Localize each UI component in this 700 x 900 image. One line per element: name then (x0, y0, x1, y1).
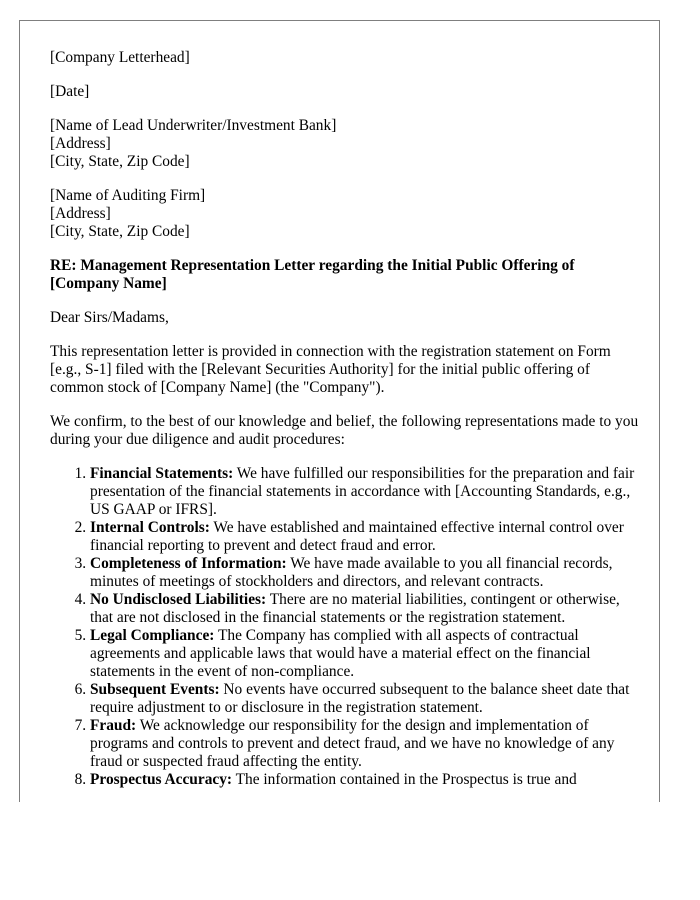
item-text: The information contained in the Prospectus is true and (232, 771, 577, 788)
list-item (90, 717, 640, 771)
item-text: The Company has complied with all aspects of contractual agreements and applicable laws that would have a material effect on the financial statements in the event of non-compliance. (90, 627, 591, 680)
auditor-address: [Address] (50, 205, 111, 222)
salutation-block (50, 309, 640, 327)
auditor-name: [Name of Auditing Firm] (50, 187, 206, 204)
list-item (90, 519, 640, 555)
auditor-address-block (50, 187, 640, 241)
subject-line: RE: Management Representation Letter regarding the Initial Public Offering of [Company Name] (50, 257, 575, 292)
list-item (90, 555, 640, 591)
item-text: We have fulfilled our responsibilities for the preparation and fair presentation of the financial statements in accordance with [Accounting Standards, e.g., US GAAP or IFRS]. (90, 465, 635, 518)
confirm-paragraph: We confirm, to the best of our knowledge and belief, the following representations made to you during your due diligence and audit procedures: (50, 413, 639, 448)
item-text: We acknowledge our responsibility for the design and implementation of programs and controls to prevent and detect fraud, and we have no knowledge of any fraud or suspected fraud affecting the entity. (90, 717, 615, 770)
auditor-city: [City, State, Zip Code] (50, 223, 190, 240)
letterhead: [Company Letterhead] (50, 49, 190, 66)
item-term: Subsequent Events: (90, 681, 220, 698)
letterhead-block (50, 49, 640, 67)
underwriter-address-block (50, 117, 640, 171)
item-term: Prospectus Accuracy: (90, 771, 233, 788)
letter-page (19, 20, 660, 802)
representations-list (50, 465, 640, 789)
item-term: Legal Compliance: (90, 627, 215, 644)
letter-content (50, 49, 640, 789)
list-item (90, 771, 640, 789)
item-term: Completeness of Information: (90, 555, 287, 572)
underwriter-city: [City, State, Zip Code] (50, 153, 190, 170)
item-term: No Undisclosed Liabilities: (90, 591, 267, 608)
salutation: Dear Sirs/Madams, (50, 309, 169, 326)
item-text: We have established and maintained effective internal control over financial reporting to prevent and detect fraud and error. (90, 519, 624, 554)
list-item (90, 591, 640, 627)
item-text: There are no material liabilities, contingent or otherwise, that are not disclosed in the financial statements or the registration statement. (90, 591, 620, 626)
item-term: Internal Controls: (90, 519, 210, 536)
item-term: Fraud: (90, 717, 137, 734)
subject-block (50, 257, 640, 293)
letter-date: [Date] (50, 83, 90, 100)
item-term: Financial Statements: (90, 465, 234, 482)
item-text: We have made available to you all financial records, minutes of meetings of stockholders and directors, and relevant contracts. (90, 555, 613, 590)
list-item (90, 465, 640, 519)
intro-paragraph: This representation letter is provided in connection with the registration statement on Form [e.g., S-1] filed with the [Relevant Securities Authority] for the initial public offering of common stock of [Company Name] (the "Company"). (50, 343, 611, 396)
date-block (50, 83, 640, 101)
list-item (90, 681, 640, 717)
underwriter-address: [Address] (50, 135, 111, 152)
intro-block (50, 343, 640, 397)
list-item (90, 627, 640, 681)
underwriter-name: [Name of Lead Underwriter/Investment Bank] (50, 117, 337, 134)
item-text: No events have occurred subsequent to the balance sheet date that require adjustment to or disclosure in the registration statement. (90, 681, 630, 716)
confirm-block (50, 413, 640, 449)
